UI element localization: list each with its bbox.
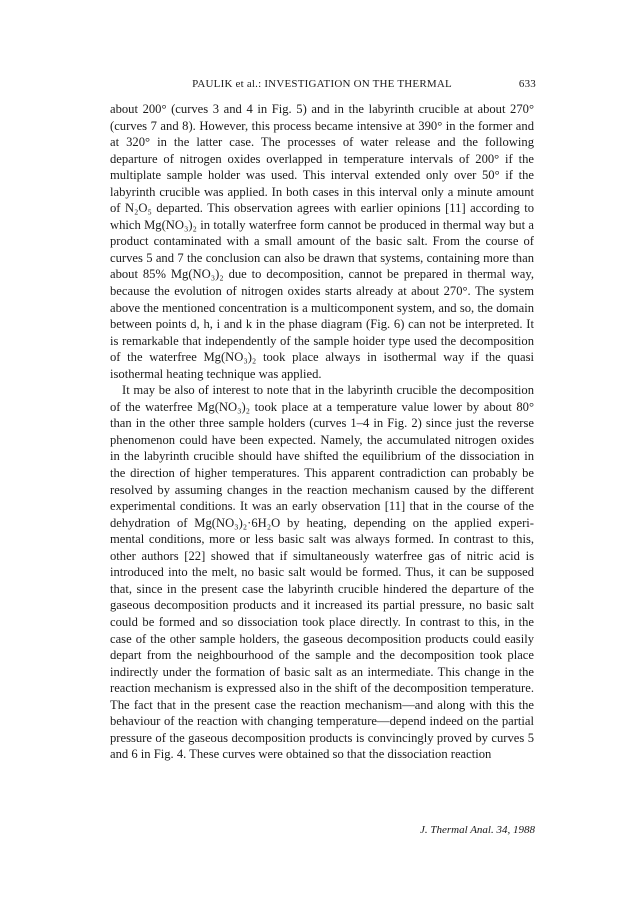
journal-citation: J. Thermal Anal. 34, 1988 xyxy=(420,824,535,836)
article-body xyxy=(110,101,534,763)
page-number: 633 xyxy=(518,78,536,90)
paragraph-continued: about 200° (curves 3 and 4 in Fig. 5) and in the labyrinth crucible at about 270° (curves 7 and 8). However, this process became intensive at 390° in the former and at 320° in the latter case. The processes of water release and the following departure of nitrogen oxides overlapped in temperature intervals of 200° if the multiplate sample holder was used. This interval extended only over 50° if the labyrinth crucible was applied. In both cases in this interval only a minute amount of N₂O₅ departed. This observation agrees with earlier opinions [11] according to which Mg(NO₃)₂ in totally waterfree form cannot be produced in thermal way but a product contaminated with a small amount of the basic salt. From the course of curves 5 and 7 the conclusion can also be drawn that systems, containing more than about 85% Mg(NO₃)₂ due to decomposition, cannot be prepared in thermal way, because the evolution of nitrogen oxides starts already at about 270°. The system above the mentioned concentration is a multicomponent system, and so, the domain between points d, h, i and k in the phase diagram (Fig. 6) can not be interpreted. It is remarkable that independently of the sample hoider type used the decomposition of the waterfree Mg(NO₃)₂ took place always in isothermal way if the quasi isothermal heating technique was applied. xyxy=(110,102,534,381)
running-title: PAULIK et al.: INVESTIGATION ON THE THERMAL xyxy=(192,78,452,90)
paragraph: It may be also of interest to note that in the labyrinth crucible the decomposition of the waterfree Mg(NO₃)₂ took place at a temperature value lower by about 80° than in the other three sample holders (curves 1–4 in Fig. 2) since just the reverse phenomenon could have been expected. Namely, the accumulated nitrogen oxides in the labyrinth crucible should have shifted the equilibrium of the dissociation in the direction of higher temperatures. This apparent contradiction can probably be resolved by assuming changes in the reaction mechanism caused by the different experimental conditions. It was an early observation [11] that in the course of the dehydration of Mg(NO₃)₂·6H₂O by heating, depending on the applied experi-mental conditions, more or less basic salt was always formed. In contrast to this, other authors [22] showed that if simultaneously waterfree gas of nitric acid is introduced into the melt, no basic salt would be formed. Thus, it can be supposed that, since in the present case the labyrinth crucible hindered the departure of the gaseous decomposition products and it increased its partial pressure, no basic salt could be formed and so dissociation took place directly. In contrast to this, in the case of the other sample holders, the gaseous decomposition products could easily depart from the neighbourhood of the sample and the decomposition took place indirectly under the formation of basic salt as an intermediate. This change in the reaction mechanism is expressed also in the shift of the decomposition temperature. The fact that in the present case the reaction mechanism—and along with this the behaviour of the reaction with changing temperature—depend indeed on the partial pressure of the gaseous decomposition products is convincingly proved by curves 5 and 6 in Fig. 4. These curves were obtained so that the dissociation reaction xyxy=(110,383,534,762)
